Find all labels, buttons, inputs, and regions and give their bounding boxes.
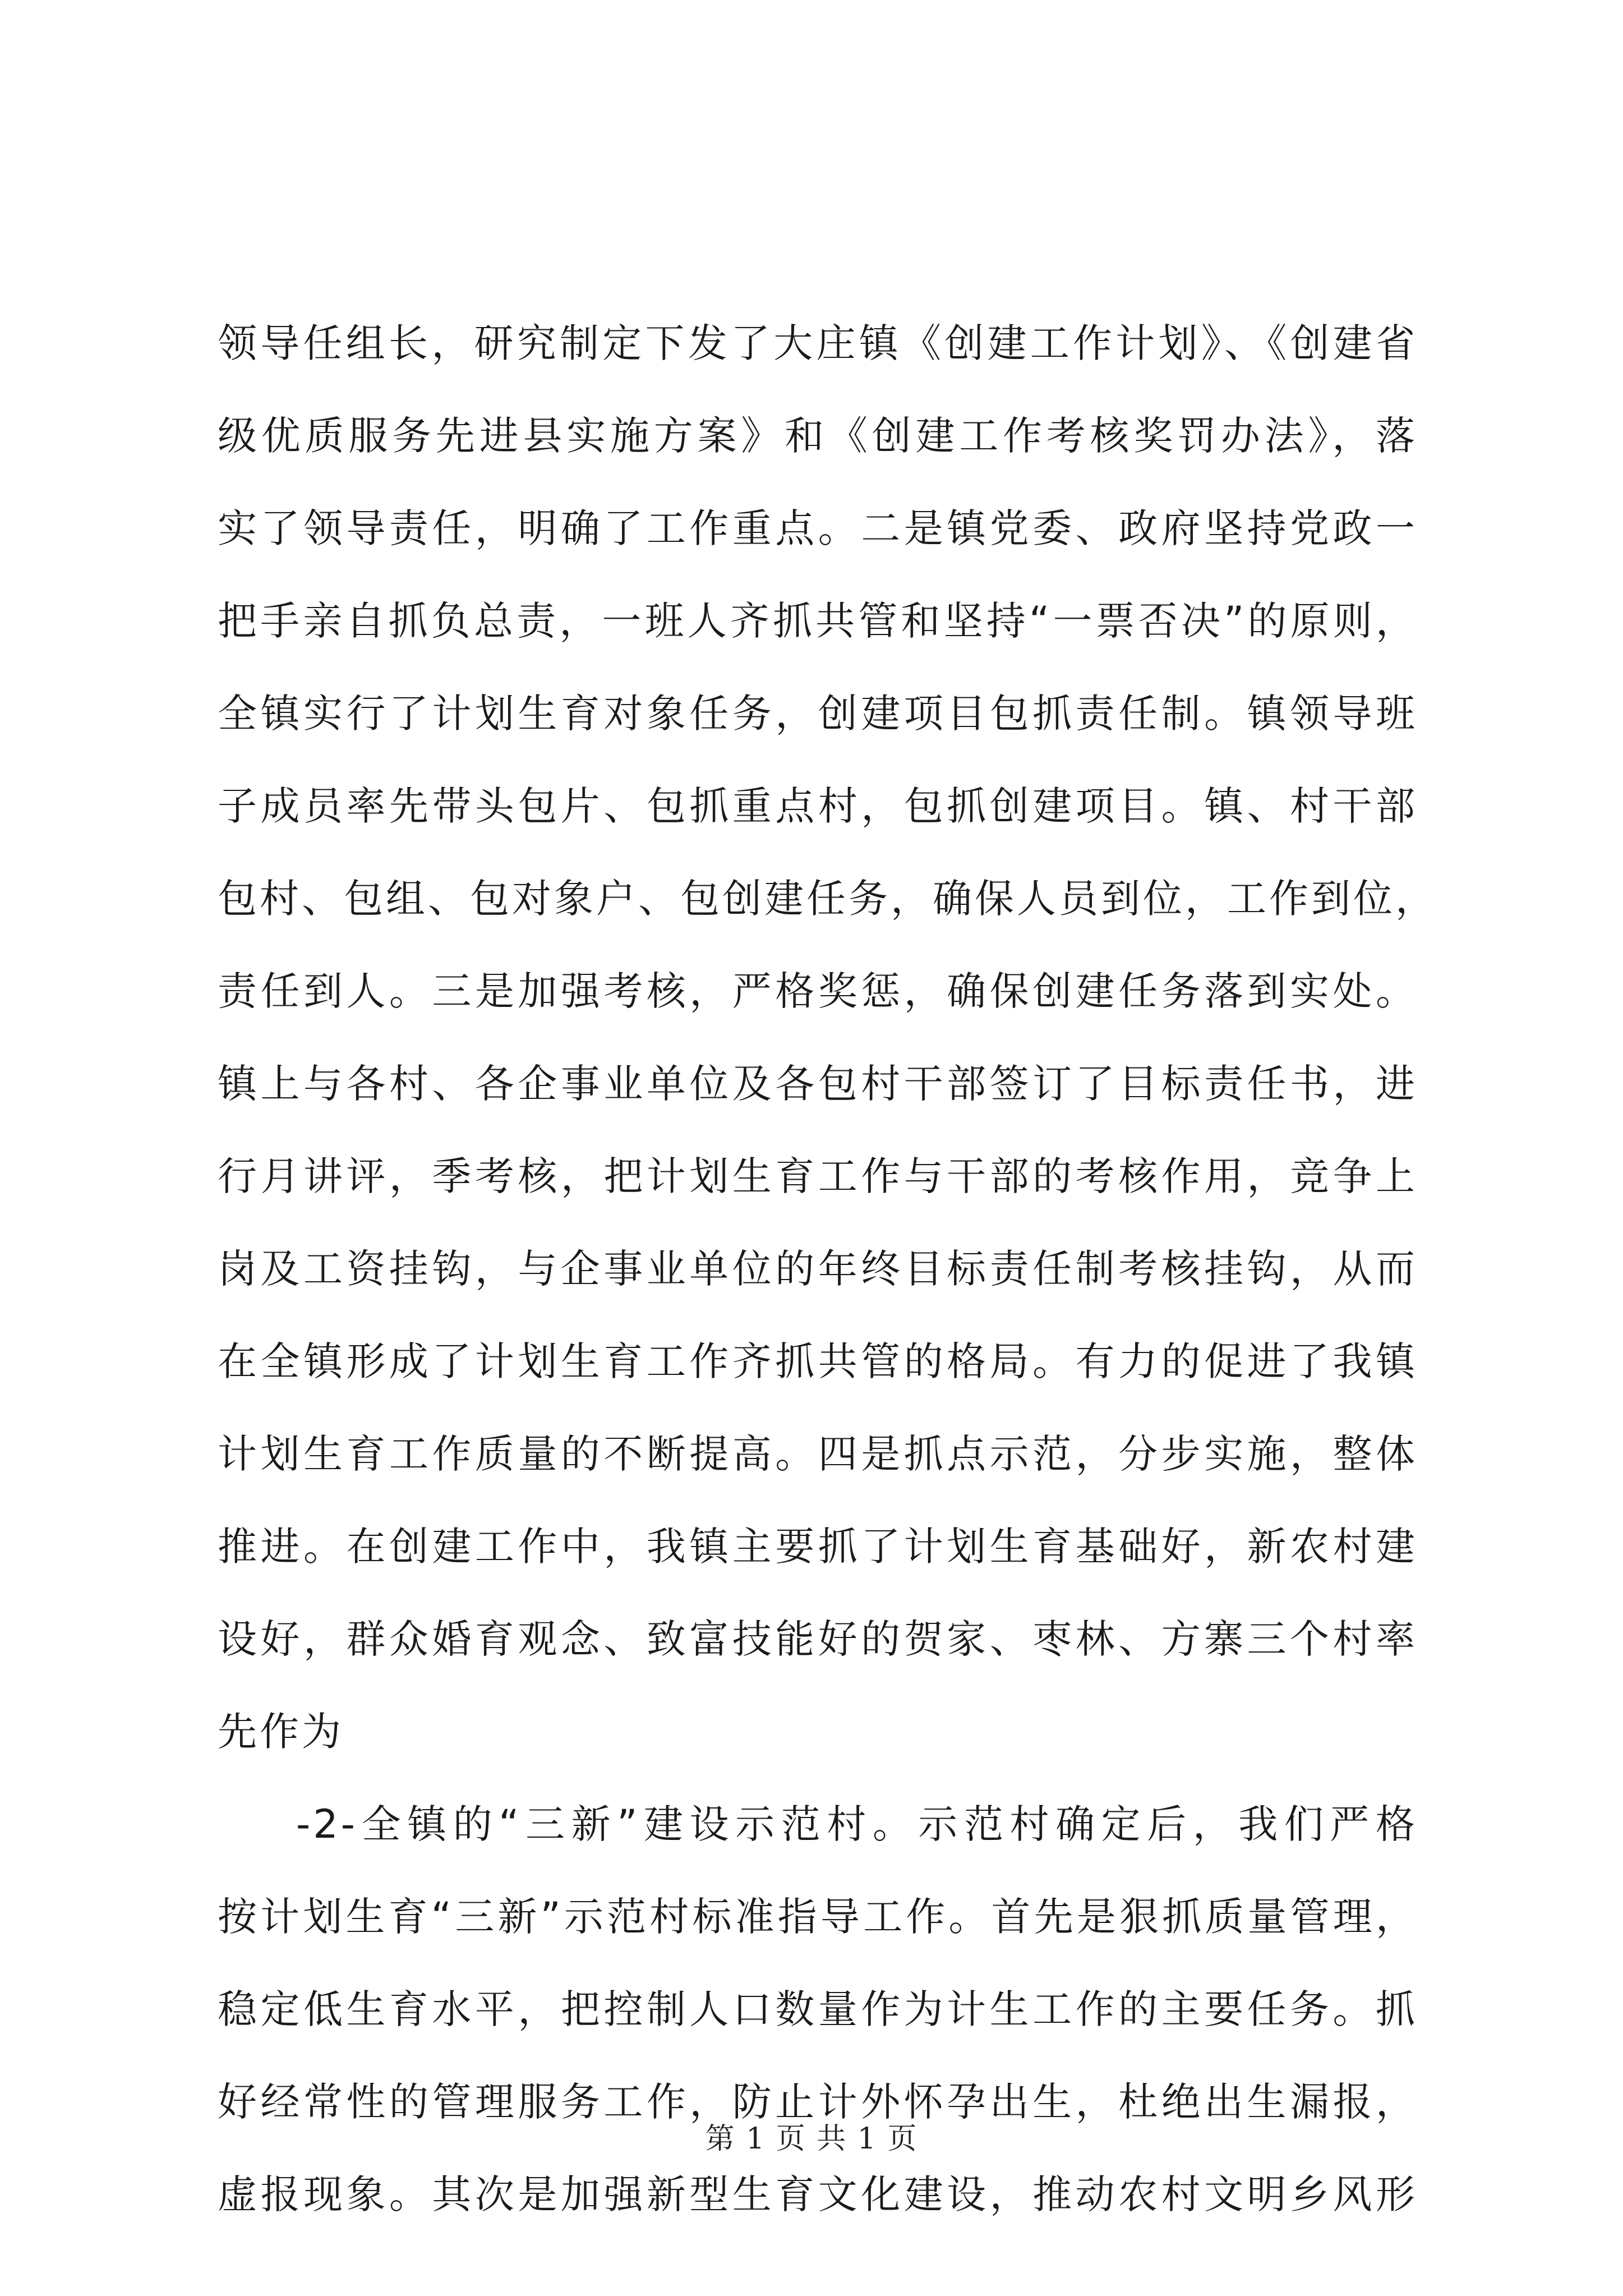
page-number-label: 第 1 页 共 1 页 [705,2122,918,2156]
text-line: 行月讲评，季考核，把计划生育工作与干部的考核作用，竞争上 [218,1153,1418,1199]
text-line: 好经常性的管理服务工作，防止计外怀孕出生，杜绝出生漏报， [218,2079,1418,2125]
text-line: 级优质服务先进县实施方案》和《创建工作考核奖罚办法》，落 [218,413,1418,459]
text-line: 计划生育工作质量的不断提高。四是抓点示范，分步实施，整体 [218,1431,1418,1477]
text-line: 子成员率先带头包片、包抓重点村，包抓创建项目。镇、村干部 [218,783,1418,829]
text-line: 领导任组长，研究制定下发了大庄镇《创建工作计划》、《创建省 [218,320,1418,366]
text-line: 镇上与各村、各企事业单位及各包村干部签订了目标责任书，进 [218,1061,1418,1107]
text-line: 先作为 [218,1709,344,1755]
page-footer [0,2115,1623,2157]
text-line: 按计划生育“三新”示范村标准指导工作。首先是狠抓质量管理， [218,1894,1418,1940]
text-line: 稳定低生育水平，把控制人口数量作为计生工作的主要任务。抓 [218,1986,1418,2032]
document-body [218,297,1437,2241]
text-line: 把手亲自抓负总责，一班人齐抓共管和坚持“一票否决”的原则， [218,598,1418,644]
text-line: -2-全镇的“三新”建设示范村。示范村确定后，我们严格 [296,1801,1418,1847]
text-line: 设好，群众婚育观念、致富技能好的贺家、枣林、方寨三个村率 [218,1616,1418,1662]
text-line: 包村、包组、包对象户、包创建任务，确保人员到位，工作到位， [218,876,1437,922]
text-line: 岗及工资挂钩，与企事业单位的年终目标责任制考核挂钩，从而 [218,1246,1418,1292]
text-line: 责任到人。三是加强考核，严格奖惩，确保创建任务落到实处。 [218,968,1418,1014]
paragraph-2 [218,1778,1418,2241]
text-line: 实了领导责任，明确了工作重点。二是镇党委、政府坚持党政一 [218,505,1418,551]
text-line: 在全镇形成了计划生育工作齐抓共管的格局。有力的促进了我镇 [218,1338,1418,1384]
text-line: 虚报现象。其次是加强新型生育文化建设，推动农村文明乡风形 [218,2171,1418,2217]
paragraph-1 [218,297,1437,1778]
text-line: 全镇实行了计划生育对象任务，创建项目包抓责任制。镇领导班 [218,691,1418,737]
text-line: 推进。在创建工作中，我镇主要抓了计划生育基础好，新农村建 [218,1524,1418,1570]
